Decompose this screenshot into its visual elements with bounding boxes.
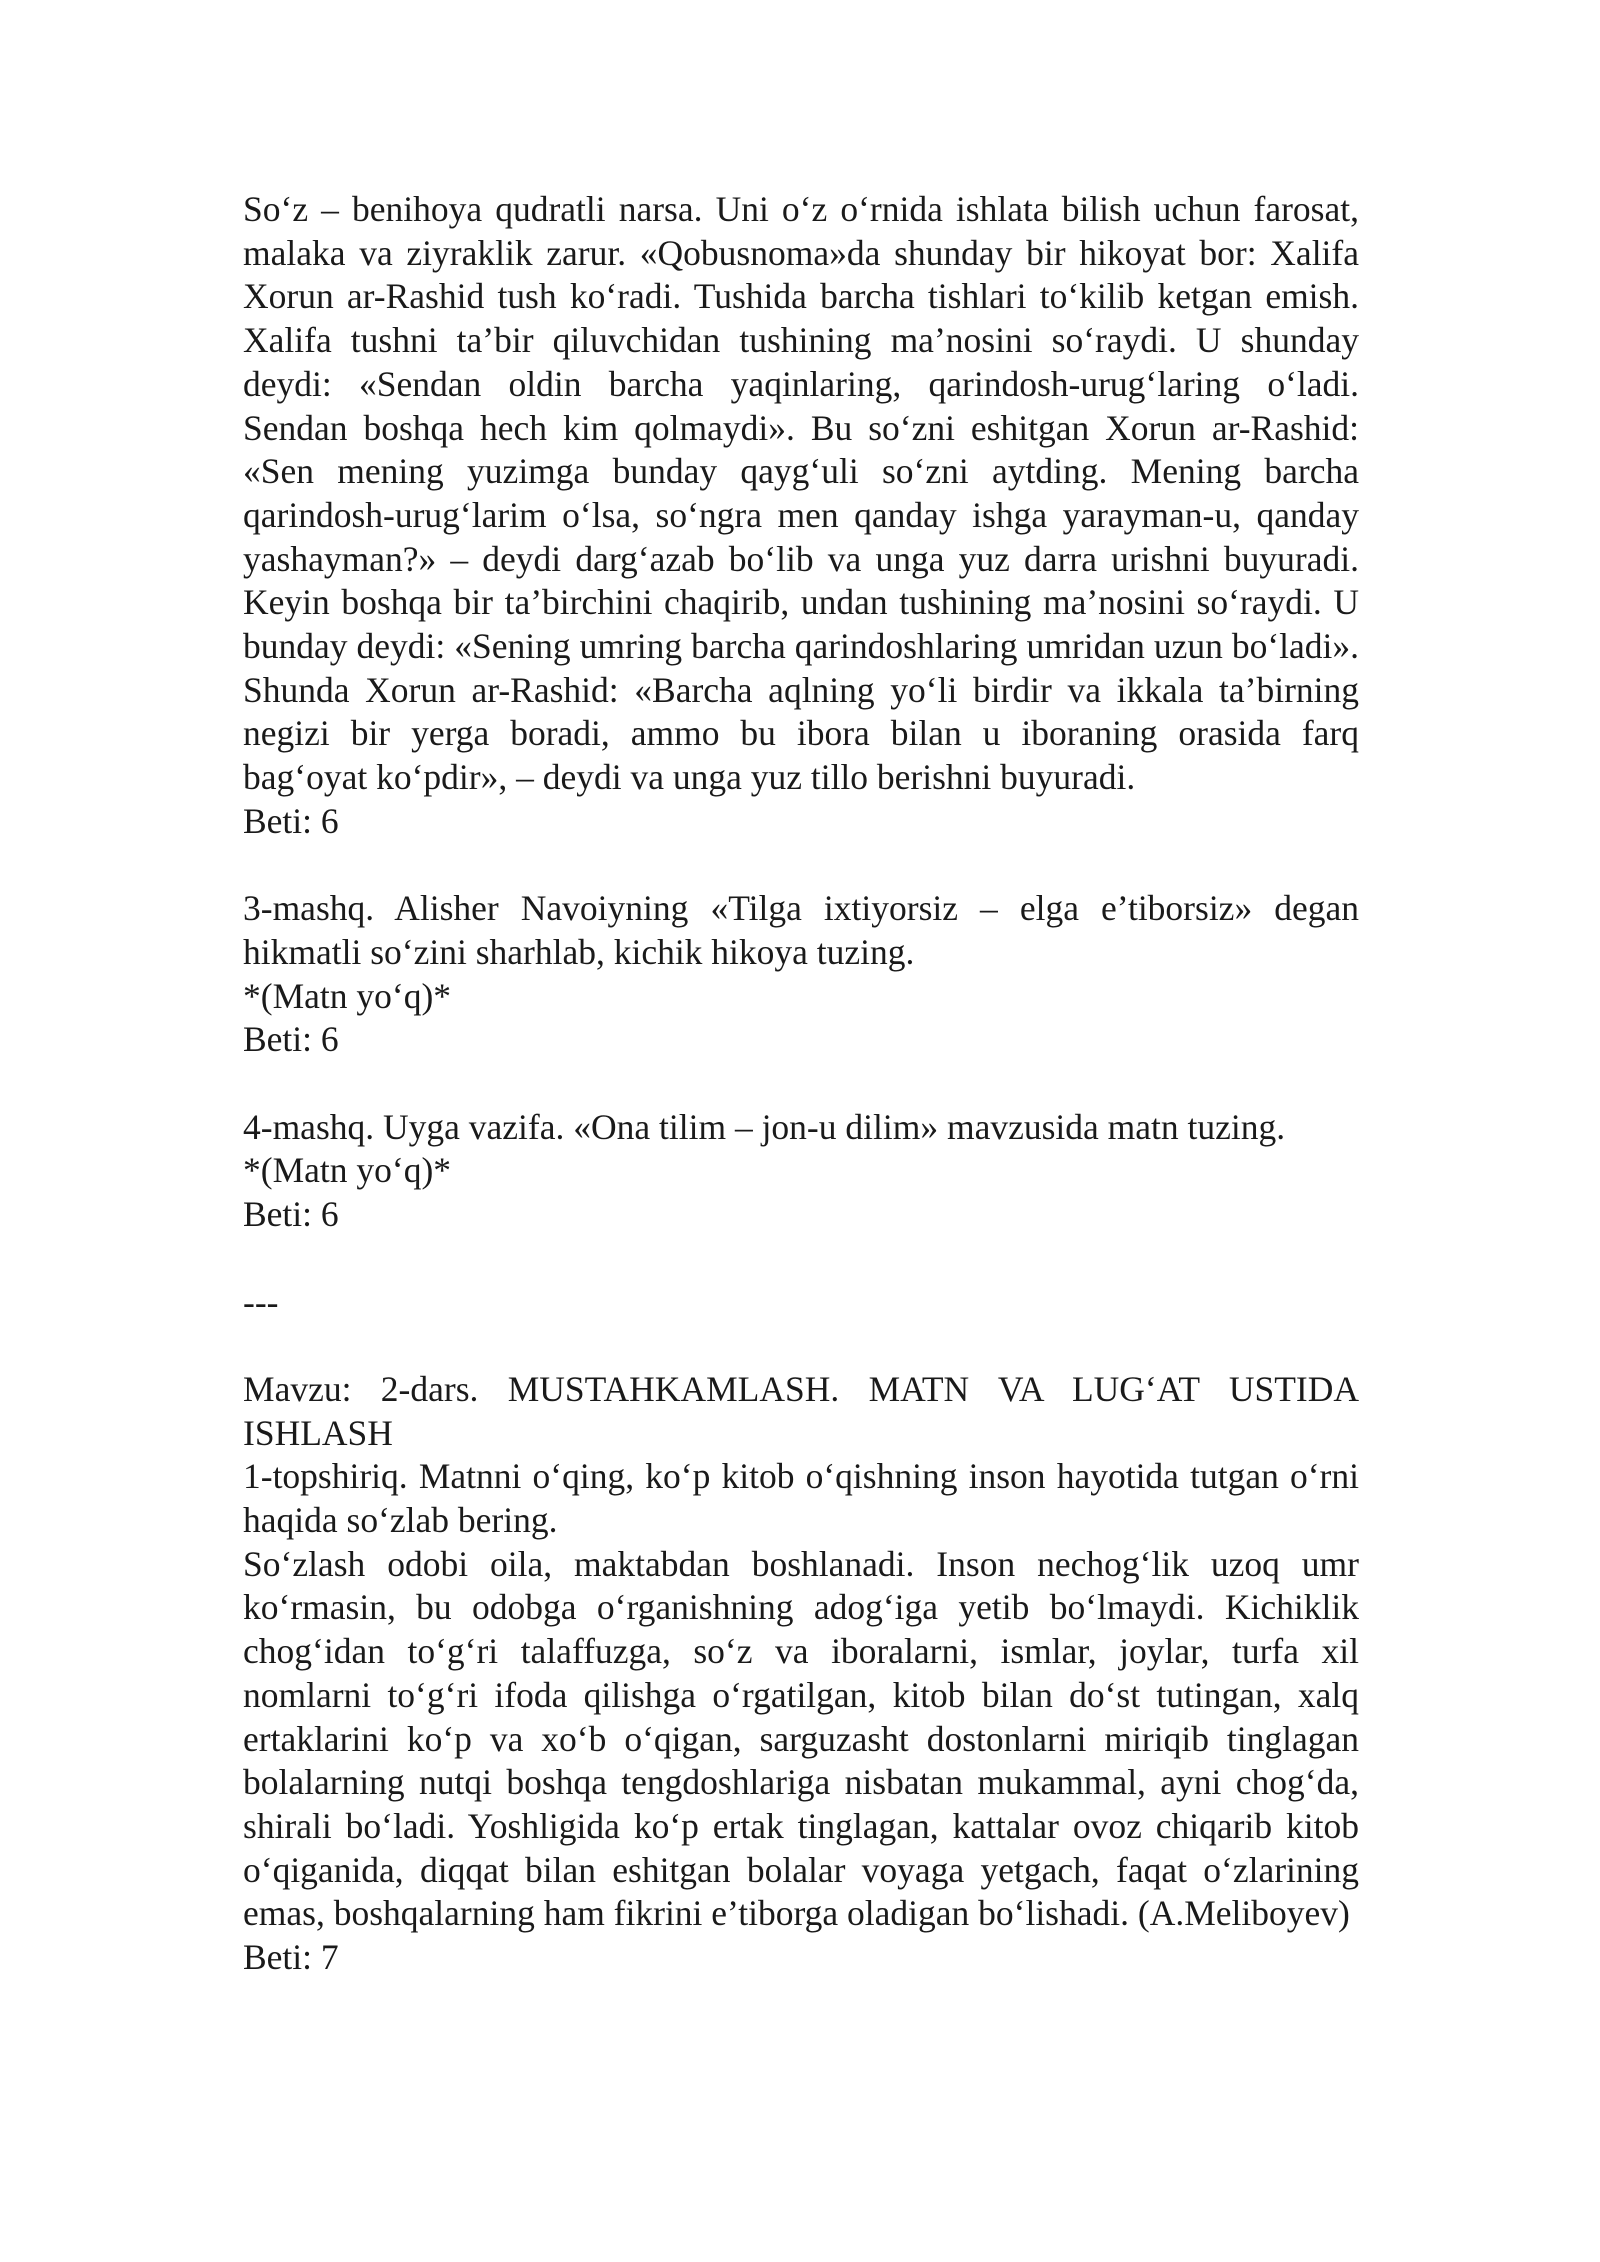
task-1: 1-topshiriq. Matnni o‘qing, ko‘p kitob o‘qishning inson hayotida tutgan o‘rni haqida so‘zlab bering. bbox=[243, 1456, 1359, 1541]
blank-line bbox=[243, 1324, 1359, 1368]
page-number: Beti: 7 bbox=[243, 1937, 339, 1978]
no-text-note: *(Matn yo‘q)* bbox=[243, 975, 452, 1016]
exercise-3: 3-mashq. Alisher Navoiyning «Tilga ixtiyorsiz – elga e’tiborsiz» degan hikmatli so‘zini sharhlab, kichik hikoya tuzing. bbox=[243, 888, 1359, 972]
exercise-4: 4-mashq. Uyga vazifa. «Ona tilim – jon-u dilim» mavzusida matn tuzing. bbox=[243, 1106, 1286, 1147]
blank-line bbox=[243, 1237, 1359, 1281]
page-number: Beti: 6 bbox=[243, 1194, 339, 1235]
intro-paragraph: So‘z – benihoya qudratli narsa. Uni o‘z o‘rnida ishlata bilish uchun farosat, malaka va ziyraklik zarur. «Qobusnoma»da shunday bir hikoyat bor: Xalifa Xorun ar-Rashid tush ko‘radi. Tushida barcha tishlari to‘kilib ketgan emish. Xalifa tushni ta’bir qiluvchidan tushining ma’nosini so‘raydi. U shunday deydi: «Sendan oldin barcha yaqinlaring, qarindosh-urug‘laring o‘ladi. Sendan boshqa hech kim qolmaydi». Bu so‘zni eshitgan Xorun ar-Rashid: «Sen mening yuzimga bunday qayg‘uli so‘zni aytding. Mening barcha qarindosh-urug‘larim o‘lsa, so‘ngra men qanday ishga yarayman-u, qanday yashayman?» – deydi darg‘azab bo‘lib va unga yuz darra urishni buyuradi. Keyin boshqa bir ta’birchini chaqirib, undan tushining ma’nosini so‘raydi. U bunday deydi: «Sening umring barcha qarindoshlaring umridan uzun bo‘ladi». Shunda Xorun ar-Rashid: «Barcha aqlning yo‘li birdir va ikkala ta’birning negizi bir yerga boradi, ammo bu ibora bilan u iboraning orasida farq bag‘oyat ko‘pdir», – deydi va unga yuz tillo berishni buyuradi. bbox=[243, 189, 1359, 798]
blank-line bbox=[243, 1062, 1359, 1106]
task-1-text: So‘zlash odobi oila, maktabdan boshlanadi. Inson nechog‘lik uzoq umr ko‘rmasin, bu odobga o‘rganishning adog‘iga yetib bo‘lmaydi. Kichiklik chog‘idan to‘g‘ri talaffuzga, so‘z va iboralarni, ismlar, joylar, turfa xil nomlarni to‘g‘ri ifoda qilishga o‘rgatilgan, kitob bilan do‘st tutingan, xalq ertaklarini ko‘p va xo‘b o‘qigan, sarguzasht dostonlarni miriqib tinglagan bolalarning nutqi boshqa tengdoshlariga nisbatan mukammal, ayni chog‘da, shirali bo‘ladi. Yoshligida ko‘p ertak tinglagan, kattalar ovoz chiqarib kitob o‘qiganida, diqqat bilan eshitgan bolalar voyaga yetgach, faqat o‘zlarining emas, boshqalarning ham fikrini e’tiborga oladigan bo‘lishadi. (A.Meliboyev) bbox=[243, 1543, 1359, 1934]
page-number: Beti: 6 bbox=[243, 1019, 339, 1060]
document-page bbox=[243, 188, 1359, 1980]
blank-line bbox=[243, 844, 1359, 888]
no-text-note: *(Matn yo‘q)* bbox=[243, 1150, 452, 1191]
page-number: Beti: 6 bbox=[243, 800, 339, 841]
lesson-topic: Mavzu: 2-dars. MUSTAHKAMLASH. MATN VA LUG‘AT USTIDA ISHLASH bbox=[243, 1368, 1359, 1453]
section-separator: --- bbox=[243, 1281, 279, 1322]
